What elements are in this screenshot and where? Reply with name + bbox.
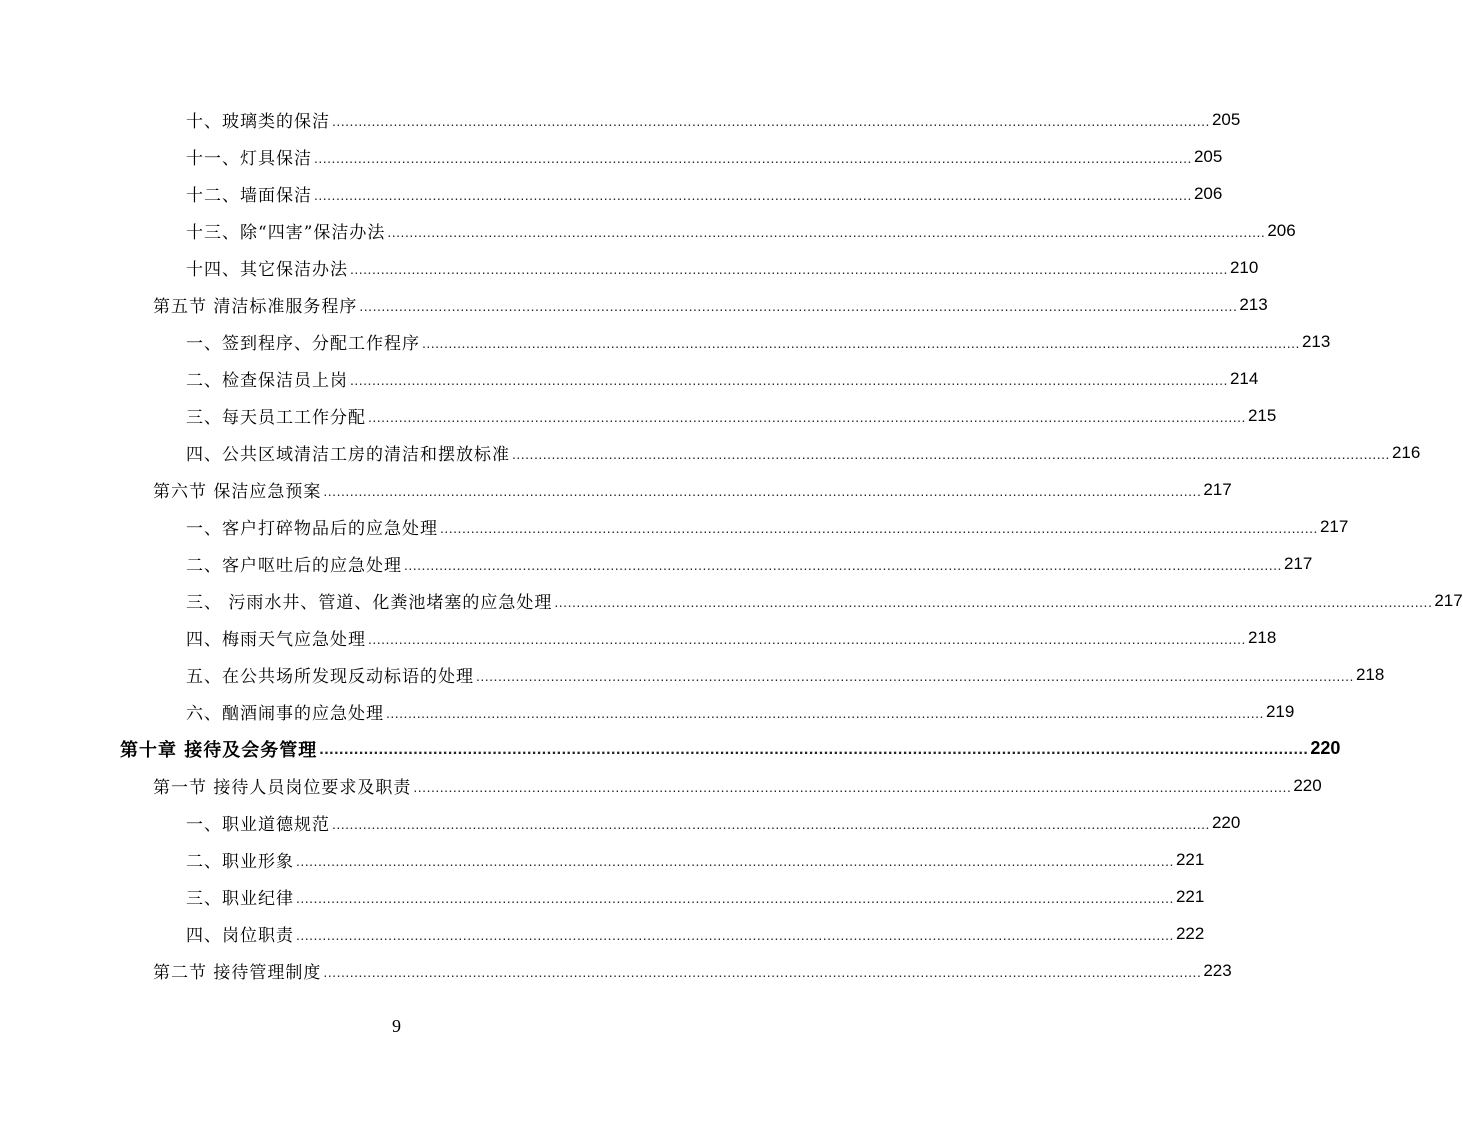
toc-entry-page: 217 [1434, 590, 1463, 610]
toc-entry-page: 217 [1203, 479, 1232, 499]
toc-entry-title: 五、在公共场所发现反动标语的处理 [186, 667, 474, 687]
toc-entry-title: 十二、墙面保洁 [186, 186, 312, 206]
dot-leader: ........................................................................................................................................................................................................ [296, 890, 1174, 906]
toc-entry-page: 206 [1267, 220, 1296, 240]
dot-leader: ........................................................................................................................................................................................................ [440, 520, 1318, 536]
toc-entry-title: 十、玻璃类的保洁 [186, 112, 330, 132]
page-number: 9 [392, 1016, 401, 1036]
toc-entry[interactable] [186, 175, 1223, 212]
dot-leader: ........................................................................................................................................................................................................ [387, 224, 1266, 240]
toc-entry-title: 十三、除“四害”保洁办法 [186, 223, 386, 243]
toc-entry[interactable] [186, 656, 1385, 693]
toc-entry-page: 220 [1293, 775, 1322, 795]
dot-leader: ........................................................................................................................................................................................................ [319, 741, 1309, 758]
dot-leader: ........................................................................................................................................................................................................ [512, 446, 1390, 462]
toc-entry[interactable] [186, 101, 1241, 138]
dot-leader: ........................................................................................................................................................................................................ [350, 261, 1228, 277]
toc-entry[interactable] [186, 619, 1277, 656]
dot-leader: ........................................................................................................................................................................................................ [476, 668, 1354, 684]
toc-entry-page: 216 [1391, 442, 1421, 462]
toc-entry[interactable] [186, 804, 1241, 841]
toc-entry-page: 223 [1203, 960, 1232, 980]
toc-entry-title: 六、酗酒闹事的应急处理 [186, 704, 384, 724]
toc-entry-title: 十四、其它保洁办法 [186, 260, 348, 280]
dot-leader: ........................................................................................................................................................................................................ [350, 372, 1228, 388]
dot-leader: ........................................................................................................................................................................................................ [404, 557, 1282, 573]
toc-entry-page: 205 [1193, 146, 1223, 166]
dot-leader: ........................................................................................................................................................................................................ [422, 335, 1300, 351]
dot-leader: ........................................................................................................................................................................................................ [296, 927, 1174, 943]
toc-entry-page: 219 [1265, 701, 1295, 721]
toc-section-entry[interactable] [153, 471, 1232, 508]
toc-entry[interactable] [186, 693, 1295, 730]
dot-leader: ........................................................................................................................................................................................................ [368, 409, 1246, 425]
dot-leader: ........................................................................................................................................................................................................ [323, 483, 1202, 499]
toc-section-entry[interactable] [153, 767, 1322, 804]
toc-entry[interactable] [186, 360, 1259, 397]
dot-leader: ........................................................................................................................................................................................................ [332, 113, 1210, 129]
toc-entry-page: 221 [1175, 849, 1205, 869]
toc-entry[interactable] [186, 397, 1277, 434]
toc-entry-title: 第六节 保洁应急预案 [153, 482, 322, 502]
dot-leader: ........................................................................................................................................................................................................ [413, 779, 1292, 795]
toc-entry-title: 二、检查保洁员上岗 [186, 371, 348, 391]
toc-entry[interactable] [186, 545, 1313, 582]
toc-entry-title: 二、职业形象 [186, 852, 294, 872]
dot-leader: ........................................................................................................................................................................................................ [554, 594, 1433, 610]
dot-leader: ........................................................................................................................................................................................................ [314, 150, 1192, 166]
toc-entry[interactable] [186, 323, 1331, 360]
toc-entry-title: 十一、灯具保洁 [186, 149, 312, 169]
toc-entry-title: 四、岗位职责 [186, 926, 294, 946]
toc-entry[interactable] [186, 878, 1205, 915]
toc-entry-title: 第五节 清洁标准服务程序 [153, 297, 358, 317]
toc-entry-page: 218 [1355, 664, 1385, 684]
toc-entry-page: 217 [1283, 553, 1313, 573]
toc-entry-page: 205 [1211, 109, 1241, 129]
toc-entry-page: 206 [1193, 183, 1223, 203]
toc-entry[interactable] [186, 434, 1421, 471]
toc-entry-title: 一、签到程序、分配工作程序 [186, 334, 420, 354]
toc-entry[interactable] [186, 212, 1296, 249]
toc-entry-title: 四、公共区域清洁工房的清洁和摆放标准 [186, 445, 510, 465]
toc-entry-page: 215 [1247, 405, 1277, 425]
toc-entry-page: 220 [1211, 812, 1241, 832]
toc-entry-page: 213 [1239, 294, 1268, 314]
toc-entry-title: 三、职业纪律 [186, 889, 294, 909]
dot-leader: ........................................................................................................................................................................................................ [368, 631, 1246, 647]
toc-entry-title: 四、梅雨天气应急处理 [186, 630, 366, 650]
toc-entry-page: 210 [1229, 257, 1259, 277]
toc-entry-title: 一、职业道德规范 [186, 815, 330, 835]
dot-leader: ........................................................................................................................................................................................................ [296, 853, 1174, 869]
toc-entry-title: 第十章 接待及会务管理 [120, 739, 318, 761]
toc-entry-page: 217 [1319, 516, 1349, 536]
toc-section-entry[interactable] [153, 286, 1268, 323]
toc-entry-title: 第一节 接待人员岗位要求及职责 [153, 778, 412, 798]
dot-leader: ........................................................................................................................................................................................................ [323, 964, 1202, 980]
toc-entry-title: 二、客户呕吐后的应急处理 [186, 556, 402, 576]
toc-entry[interactable] [186, 249, 1259, 286]
toc-entry[interactable] [186, 915, 1205, 952]
toc-entry-page: 213 [1301, 331, 1331, 351]
toc-entry-page: 221 [1175, 886, 1205, 906]
toc-entry-page: 222 [1175, 923, 1205, 943]
toc-entry[interactable] [186, 841, 1205, 878]
toc-entry-page: 220 [1310, 738, 1341, 758]
toc-entry-page: 218 [1247, 627, 1277, 647]
toc-entry[interactable] [186, 582, 1463, 619]
dot-leader: ........................................................................................................................................................................................................ [359, 298, 1238, 314]
toc-entry[interactable] [186, 138, 1223, 175]
dot-leader: ........................................................................................................................................................................................................ [332, 816, 1210, 832]
toc-entry-title: 三、 污雨水井、管道、化粪池堵塞的应急处理 [186, 593, 553, 613]
toc-chapter-entry[interactable] [120, 730, 1341, 767]
toc-entry[interactable] [186, 508, 1349, 545]
dot-leader: ........................................................................................................................................................................................................ [386, 705, 1264, 721]
toc-section-entry[interactable] [153, 952, 1232, 989]
toc-entry-title: 第二节 接待管理制度 [153, 963, 322, 983]
toc-entry-page: 214 [1229, 368, 1259, 388]
toc-entry-title: 一、客户打碎物品后的应急处理 [186, 519, 438, 539]
toc-entry-title: 三、每天员工工作分配 [186, 408, 366, 428]
dot-leader: ........................................................................................................................................................................................................ [314, 187, 1192, 203]
